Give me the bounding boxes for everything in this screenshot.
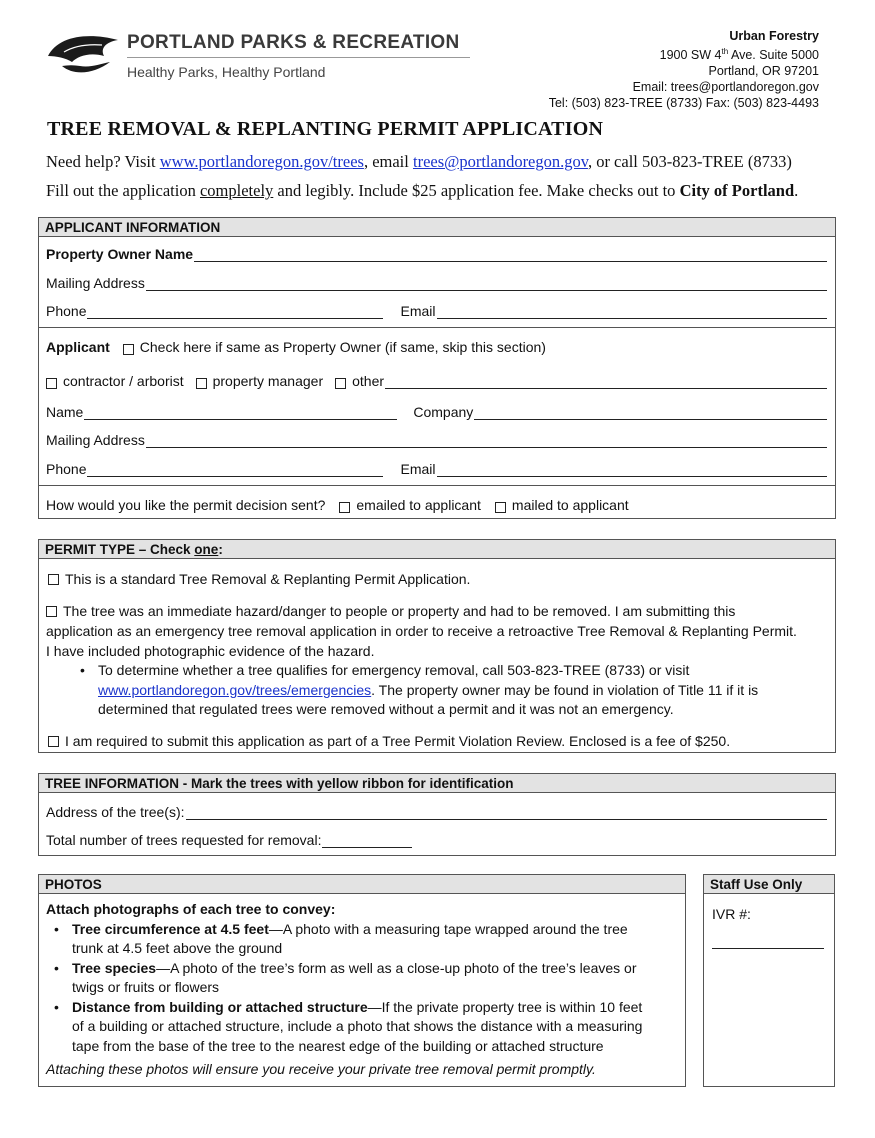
org-name: PORTLAND PARKS & RECREATION <box>127 32 460 53</box>
photo-req-distance: • Distance from building or attached structure—If the private property tree is within 10 feet of a building or attached structure, include a photo that shows the distance with a measuring tape from the base of the tree to the nearest edge of the building or attached structure <box>46 998 676 1057</box>
mailed-checkbox[interactable] <box>495 502 506 513</box>
permit-violation-option: I am required to submit this application as part of a Tree Permit Violation Review. Enclosed is a fee of $250. <box>48 731 730 751</box>
applicant-email-field[interactable] <box>437 462 828 477</box>
trees-email-link[interactable]: trees@portlandoregon.gov <box>412 152 588 171</box>
applicant-mailing-field[interactable] <box>146 433 827 448</box>
owner-phone-field[interactable] <box>87 304 383 319</box>
owner-name-field[interactable] <box>194 247 827 262</box>
staff-header: Staff Use Only <box>704 875 834 894</box>
applicant-company-field[interactable] <box>474 405 827 420</box>
photos-body <box>46 900 676 1080</box>
applicant-section <box>38 217 836 519</box>
address-line1: 1900 SW 4th Ave. Suite 5000 <box>659 47 819 63</box>
applicant-name-row: Name Company <box>46 404 827 420</box>
permit-emergency-option: The tree was an immediate hazard/danger to people or property and had to be removed. I am submitting this application as an emergency tree removal application in order to receive a retroactive Tree Removal & Replanting Permit. I have included photographic evidence of the hazard. • To determine whether a tree qualifies for emergency removal, call 503-823-TREE (8733) or visit www.portlandoregon.gov/trees/emergencies. The property owner may be found in violation of Title 11 if it is determined that regulated trees were removed without a permit and it was not an emergency. <box>46 601 831 720</box>
other-checkbox[interactable] <box>335 378 346 389</box>
help-line: Need help? Visit www.portlandoregon.gov/trees, email trees@portlandoregon.gov, or call 503-823-TREE (8733) <box>46 152 792 171</box>
applicant-phone-field[interactable] <box>87 462 383 477</box>
leaf-hand-logo-icon <box>44 30 124 80</box>
same-as-owner-checkbox[interactable] <box>123 344 134 355</box>
staff-section <box>703 874 835 1087</box>
owner-mailing-field[interactable] <box>146 276 827 291</box>
emailed-checkbox[interactable] <box>339 502 350 513</box>
decision-row: How would you like the permit decision sent? emailed to applicant mailed to applicant <box>46 497 629 513</box>
tree-address-row: Address of the tree(s): <box>46 804 827 820</box>
other-field[interactable] <box>385 374 827 389</box>
tree-count-row: Total number of trees requested for removal: <box>46 832 827 848</box>
applicant-mailing-row: Mailing Address <box>46 432 827 448</box>
photo-req-species: • Tree species—A photo of the tree’s form as well as a close-up photo of the tree’s leaves or twigs or fruits or flowers <box>46 959 676 998</box>
address-phone: Tel: (503) 823-TREE (8733) Fax: (503) 823-4493 <box>548 96 819 111</box>
applicant-contact-row: Phone Email <box>46 461 827 477</box>
tree-section <box>38 773 836 856</box>
standard-permit-checkbox[interactable] <box>48 574 59 585</box>
owner-contact-row: Phone Email <box>46 303 827 319</box>
address-email: Email: trees@portlandoregon.gov <box>632 80 819 95</box>
tree-count-field[interactable] <box>322 833 412 848</box>
tree-address-field[interactable] <box>186 805 827 820</box>
photos-section <box>38 874 686 1087</box>
property-manager-checkbox[interactable] <box>196 378 207 389</box>
owner-mailing-row: Mailing Address <box>46 275 827 291</box>
permit-section <box>38 539 836 753</box>
owner-email-field[interactable] <box>437 304 828 319</box>
emergency-note: • To determine whether a tree qualifies for emergency removal, call 503-823-TREE (8733) or visit www.portlandoregon.gov/trees/emergencies. The property owner may be found in violation of Title 11 if it is determined that regulated trees were removed without a permit and it was not an emergency. <box>72 661 831 720</box>
applicant-type-row: contractor / arborist property manager other <box>46 373 827 389</box>
applicant-header: APPLICANT INFORMATION <box>39 218 835 237</box>
ivr-field[interactable] <box>712 948 824 949</box>
permit-standard-option: This is a standard Tree Removal & Replanting Permit Application. <box>48 569 470 589</box>
applicant-name-field[interactable] <box>84 405 397 420</box>
address-block <box>459 28 819 111</box>
contractor-checkbox[interactable] <box>46 378 57 389</box>
emergencies-link[interactable]: www.portlandoregon.gov/trees/emergencies <box>98 681 372 698</box>
trees-website-link[interactable]: www.portlandoregon.gov/trees <box>159 152 364 171</box>
photos-header: PHOTOS <box>39 875 685 894</box>
org-tagline: Healthy Parks, Healthy Portland <box>127 64 326 80</box>
logo-divider <box>127 57 470 58</box>
ivr-label: IVR #: <box>712 906 751 922</box>
permit-header: PERMIT TYPE – Check one: <box>39 540 835 559</box>
violation-review-checkbox[interactable] <box>48 736 59 747</box>
applicant-row: Applicant Check here if same as Property Owner (if same, skip this section) <box>46 339 546 355</box>
emergency-permit-checkbox[interactable] <box>46 606 57 617</box>
instructions-line: Fill out the application completely and legibly. Include $25 application fee. Make checks out to City of Portland. <box>46 181 799 200</box>
photos-intro: Attach photographs of each tree to convey: <box>46 901 336 917</box>
tree-header: TREE INFORMATION - Mark the trees with yellow ribbon for identification <box>39 774 835 793</box>
dept-name: Urban Forestry <box>729 29 819 43</box>
logo <box>44 30 124 80</box>
photos-footer: Attaching these photos will ensure you receive your private tree removal permit promptly. <box>46 1061 596 1077</box>
owner-name-row: Property Owner Name <box>46 246 827 262</box>
address-line2: Portland, OR 97201 <box>708 64 819 79</box>
photo-req-circumference: • Tree circumference at 4.5 feet—A photo with a measuring tape wrapped around the tree trunk at 4.5 feet above the ground <box>46 920 676 959</box>
page-title: TREE REMOVAL & REPLANTING PERMIT APPLICATION <box>47 118 604 140</box>
